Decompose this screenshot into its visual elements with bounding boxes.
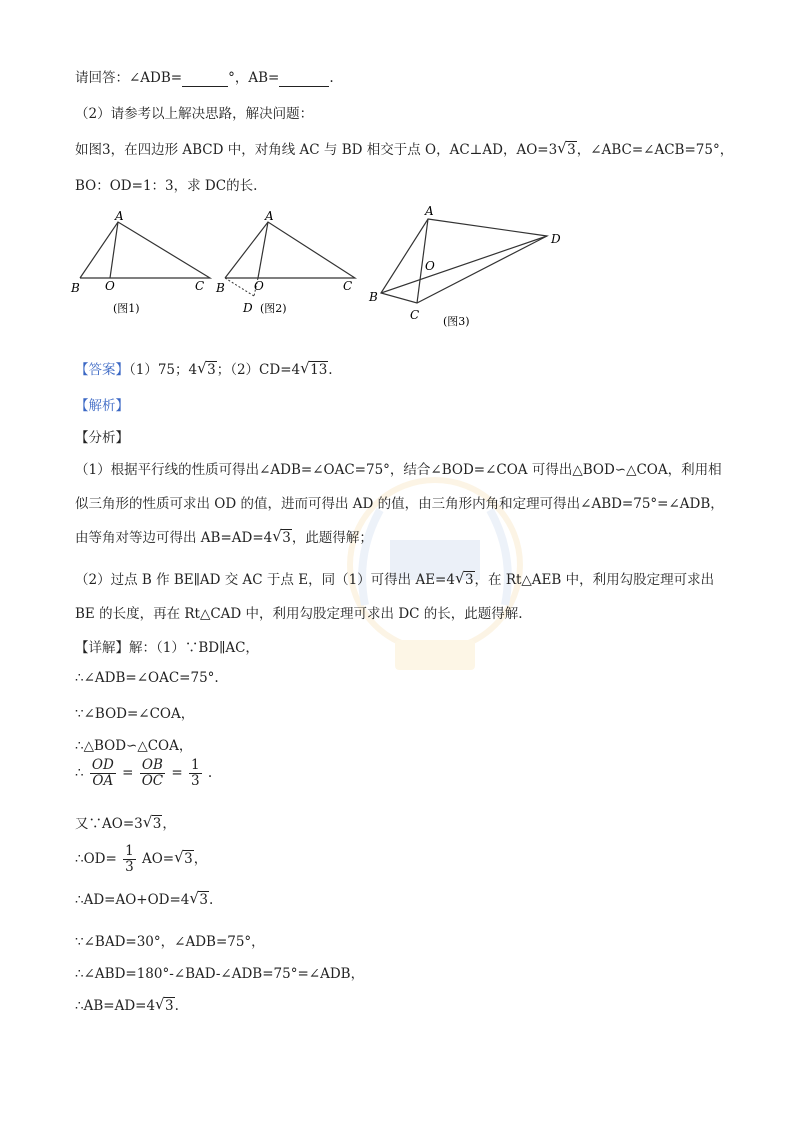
- answer-tag: 【答案】: [75, 362, 129, 378]
- prompt-end: .: [329, 70, 334, 86]
- text: ，∠ABC=∠ACB=75°，: [576, 142, 734, 158]
- question-ratio: BO：OD=1：3，求 DC的长.: [75, 178, 258, 194]
- segment-ao: [110, 222, 118, 278]
- sqrt: [198, 362, 217, 378]
- text: 由等角对等边可得出 AB=AD=4: [75, 530, 273, 546]
- prompt-mid: °，AB=: [228, 70, 280, 86]
- analysis-p1-line3: [75, 526, 373, 546]
- coef: 3: [548, 142, 558, 158]
- analysis-tag: 【解析】: [75, 398, 129, 414]
- numerator: 1: [191, 757, 200, 773]
- radicand: 3: [207, 362, 216, 378]
- sqrt: [301, 362, 328, 378]
- step-9: ∴∠ABD=180°-∠BAD-∠ADB=75°=∠ADB，: [75, 966, 365, 982]
- step-1: ∴∠ADB=∠OAC=75°.: [75, 670, 219, 686]
- triangle-abc: [80, 222, 210, 278]
- label-b: B: [216, 281, 225, 295]
- detail-text: 解：（1）∵BD∥AC，: [129, 640, 259, 656]
- text: 如图3，在四边形 ABCD 中，对角线 AC 与 BD 相交于点 O，AC⊥AD，AO=: [75, 142, 549, 158]
- text: 又∵AO=3: [75, 816, 143, 832]
- denominator: 3: [125, 859, 134, 875]
- text: （1）75；4: [129, 362, 198, 378]
- step-6: [75, 844, 207, 875]
- fraction: [140, 758, 165, 789]
- text: .: [328, 362, 333, 378]
- label-b: B: [369, 290, 378, 304]
- analysis-p2-line2: BE 的长度，再在 Rt△CAD 中，利用勾股定理可求出 DC 的长，此题得解.: [75, 606, 523, 622]
- radicand: 3: [567, 142, 576, 158]
- segment-bd-dashed: [225, 278, 254, 296]
- fraction: [189, 758, 202, 789]
- fraction: [123, 844, 136, 875]
- quadrilateral-abcd: [381, 219, 547, 303]
- analysis-p2-line1: [75, 568, 714, 588]
- step-4: [75, 758, 212, 789]
- text: ，在 Rt△AEB 中，利用勾股定理可求出: [474, 572, 715, 588]
- segment-ao: [258, 222, 268, 278]
- text: .: [209, 892, 214, 908]
- fenxi-tag: 【分析】: [75, 430, 129, 446]
- sqrt: [456, 572, 475, 588]
- label-c: C: [343, 279, 353, 293]
- numerator: OD: [91, 757, 114, 773]
- text: ∴AB=AD=4: [75, 998, 156, 1014]
- triangle-abc: [225, 222, 355, 278]
- label-d: D: [243, 301, 253, 315]
- sqrt: [156, 998, 175, 1014]
- text: （2）过点 B 作 BE∥AD 交 AC 于点 E，同（1）可得出 AE=4: [75, 572, 455, 588]
- numerator: 1: [125, 843, 134, 859]
- text: ，此题得解；: [291, 530, 373, 546]
- question-fig3-text: [75, 138, 733, 158]
- figure-2: [210, 208, 370, 323]
- radicand: 3: [184, 851, 193, 867]
- text: .: [207, 765, 213, 781]
- label-b: B: [71, 281, 80, 295]
- text: ，: [193, 851, 208, 867]
- step-2: ∵∠BOD=∠COA，: [75, 706, 195, 722]
- radicand: 13: [310, 362, 328, 378]
- radicand: 3: [165, 998, 174, 1014]
- denominator: OA: [92, 773, 114, 789]
- figure-1: [65, 208, 225, 318]
- label-a: A: [265, 209, 274, 223]
- text: AO=: [141, 851, 175, 867]
- blank-ab: [279, 70, 329, 87]
- step-3: ∴△BOD∽△COA，: [75, 738, 193, 754]
- sqrt: [175, 851, 194, 867]
- label-o: O: [254, 279, 264, 293]
- radicand: 3: [464, 572, 474, 588]
- question-answer-prompt: [75, 66, 334, 87]
- sqrt: [144, 816, 163, 832]
- equals: =: [122, 765, 134, 781]
- sqrt: [190, 892, 209, 908]
- radicand: 3: [282, 530, 291, 546]
- caption-fig3: (图3): [443, 315, 470, 328]
- caption-fig2: (图2): [260, 302, 287, 315]
- answer-line: [75, 358, 333, 378]
- equals: =: [171, 765, 183, 781]
- text: ，: [162, 816, 176, 832]
- sqrt: [273, 530, 292, 546]
- diagonal-bd: [381, 236, 547, 293]
- step-8: ∵∠BAD=30°，∠ADB=75°，: [75, 934, 265, 950]
- prompt-prefix: 请回答：∠ADB=: [75, 70, 183, 86]
- question-part2: （2）请参考以上解决思路，解决问题：: [75, 106, 314, 122]
- analysis-p1-line2: 似三角形的性质可求出 OD 的值，进而可得出 AD 的值，由三角形内角和定理可得出∠ABD=75°=∠ADB，: [75, 496, 724, 512]
- blank-angle: [182, 70, 228, 87]
- denominator: 3: [191, 773, 200, 789]
- caption-fig1: (图1): [113, 302, 140, 315]
- figure-3: [365, 203, 575, 333]
- step-5: [75, 812, 176, 832]
- text: ∴AD=AO+OD=4: [75, 892, 190, 908]
- analysis-p1-line1: （1）根据平行线的性质可得出∠ADB=∠OAC=75°，结合∠BOD=∠COA 可得出△BOD∽△COA，利用相: [75, 462, 722, 478]
- fraction: [90, 758, 116, 789]
- denominator: OC: [141, 773, 164, 789]
- step-7: [75, 892, 213, 908]
- numerator: OB: [140, 758, 165, 774]
- detail-line: [75, 636, 259, 656]
- radicand: 3: [199, 892, 208, 908]
- label-c: C: [195, 279, 205, 293]
- label-o: O: [425, 259, 435, 273]
- text: .: [174, 998, 179, 1014]
- label-a: A: [425, 204, 434, 218]
- radicand: 3: [152, 816, 162, 832]
- label-d: D: [551, 232, 561, 246]
- label-a: A: [115, 209, 124, 223]
- step-10: [75, 998, 179, 1014]
- detail-tag: 【详解】: [75, 640, 129, 656]
- text: ∴OD=: [75, 851, 117, 867]
- text: ；（2）CD=4: [216, 362, 301, 378]
- sqrt: [558, 142, 577, 158]
- label-o: O: [105, 279, 115, 293]
- label-c: C: [410, 308, 420, 322]
- text: ∴: [75, 765, 84, 781]
